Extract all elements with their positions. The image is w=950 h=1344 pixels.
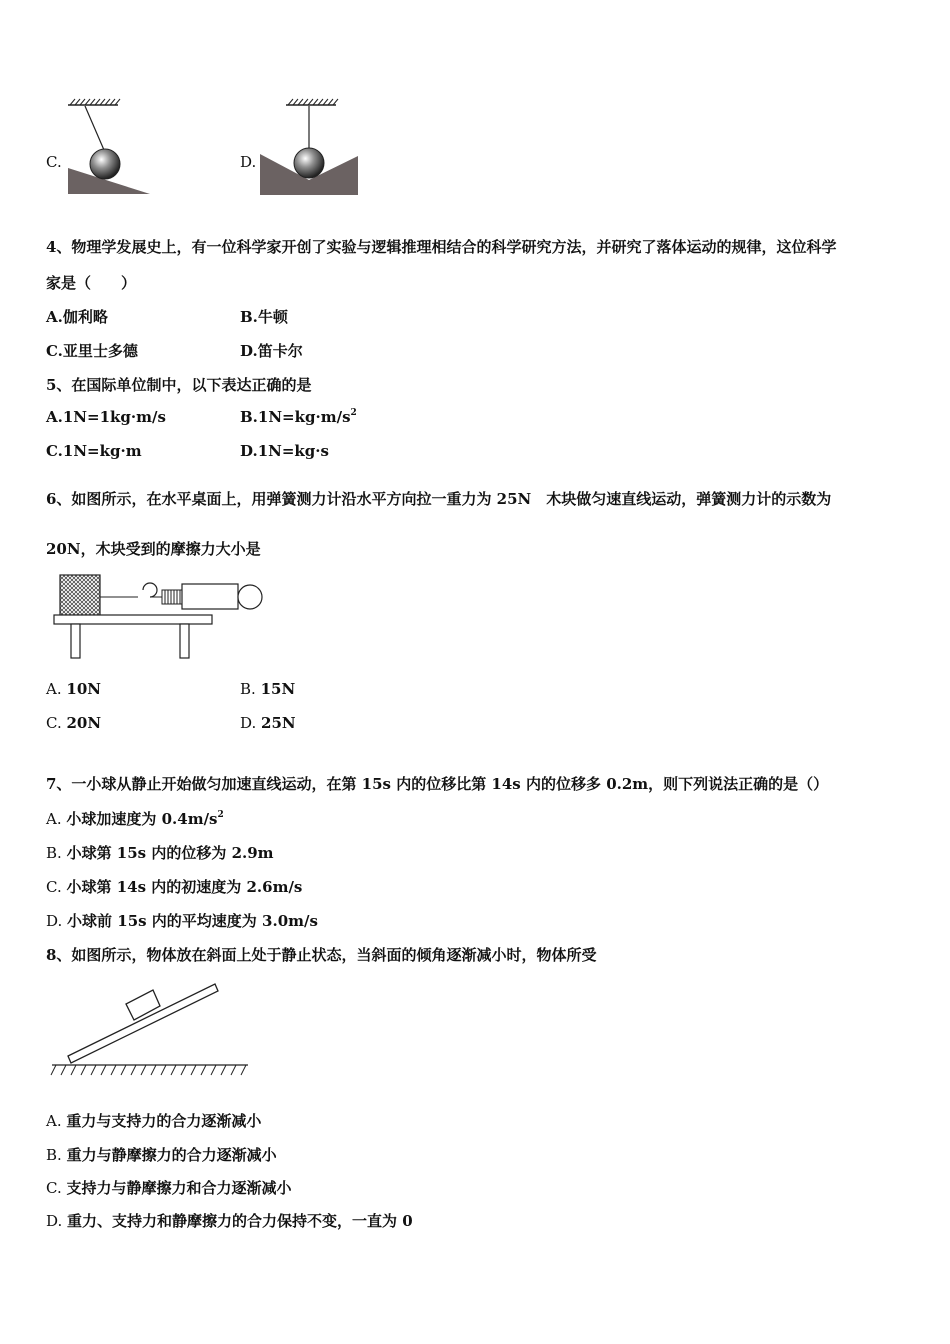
ball [294, 148, 324, 178]
q4-stem-line2: 家是（ ） [46, 274, 137, 292]
q7-option-d: D. 小球前 15s 内的平均速度为 3.0m/s [46, 912, 318, 930]
q6-option-c: C. 20N [46, 714, 102, 732]
q5-stem: 5、在国际单位制中，以下表达正确的是 [46, 376, 312, 394]
superscript: 2 [217, 810, 224, 820]
q3-option-c-figure [60, 98, 160, 198]
table-leg [71, 624, 80, 658]
q5-option-b: $B.1N=kg\cdot m/s^2$ [240, 408, 357, 426]
q8-option-b: B. 重力与静摩擦力的合力逐渐减小 [46, 1146, 277, 1164]
q4-stem-line1: 4、物理学发展史上，有一位科学家开创了实验与逻辑推理相结合的科学研究方法，并研究了落体运动的规律，这位科学 [46, 238, 837, 256]
spring-scale-body [182, 584, 238, 609]
q3-option-d-figure [258, 98, 363, 198]
q8-stem: 8、如图所示，物体放在斜面上处于静止状态，当斜面的倾角逐渐减小时，物体所受 [46, 946, 597, 964]
q7-option-a: A. 小球加速度为 $0.4m/s^2$ [46, 810, 224, 828]
q7-stem: 7、一小球从静止开始做匀加速直线运动，在第 15s 内的位移比第 14s 内的位移多 0.2m，则下列说法正确的是（） [46, 775, 829, 793]
q5-option-a: A.1N=1kg·m/s [46, 408, 166, 426]
q4-option-b: B.牛顿 [240, 308, 288, 326]
q3-option-c-label: C. [46, 153, 62, 171]
q5-option-d: D.1N=kg·s [240, 442, 329, 460]
q6-stem-line1: 6、如图所示，在水平桌面上，用弹簧测力计沿水平方向拉一重力为 25N 木块做匀速直线运动，弹簧测力计的示数为 [46, 490, 832, 508]
spring-scale-ring [238, 585, 262, 609]
q6-stem-line2: 20N，木块受到的摩擦力大小是 [46, 540, 261, 558]
q6-option-b: B. 15N [240, 680, 296, 698]
q6-option-d: D. 25N [240, 714, 296, 732]
q8-incline-figure [50, 980, 255, 1080]
spring-coils [162, 590, 182, 604]
superscript: 2 [350, 408, 357, 418]
q5-option-c: C.1N=kg·m [46, 442, 142, 460]
ground-hatching [51, 1065, 246, 1075]
q4-option-d: D.笛卡尔 [240, 342, 303, 360]
wooden-block [60, 575, 100, 615]
ball [90, 149, 120, 179]
q7-option-b: B. 小球第 15s 内的位移为 2.9m [46, 844, 274, 862]
q6-table-spring-scale-figure [50, 570, 270, 665]
q8-option-a: A. 重力与支持力的合力逐渐减小 [46, 1112, 262, 1130]
q8-option-c: C. 支持力与静摩擦力和合力逐渐减小 [46, 1179, 292, 1197]
q6-option-a: A. 10N [46, 680, 101, 698]
q7-option-c: C. 小球第 14s 内的初速度为 2.6m/s [46, 878, 303, 896]
q3-option-d-label: D. [240, 153, 257, 171]
table-leg [180, 624, 189, 658]
hook [143, 583, 157, 597]
q4-option-c: C.亚里士多德 [46, 342, 138, 360]
q4-option-a: A.伽利略 [46, 308, 108, 326]
table-top [54, 615, 212, 624]
q8-option-d: D. 重力、支持力和静摩擦力的合力保持不变，一直为 0 [46, 1212, 413, 1230]
